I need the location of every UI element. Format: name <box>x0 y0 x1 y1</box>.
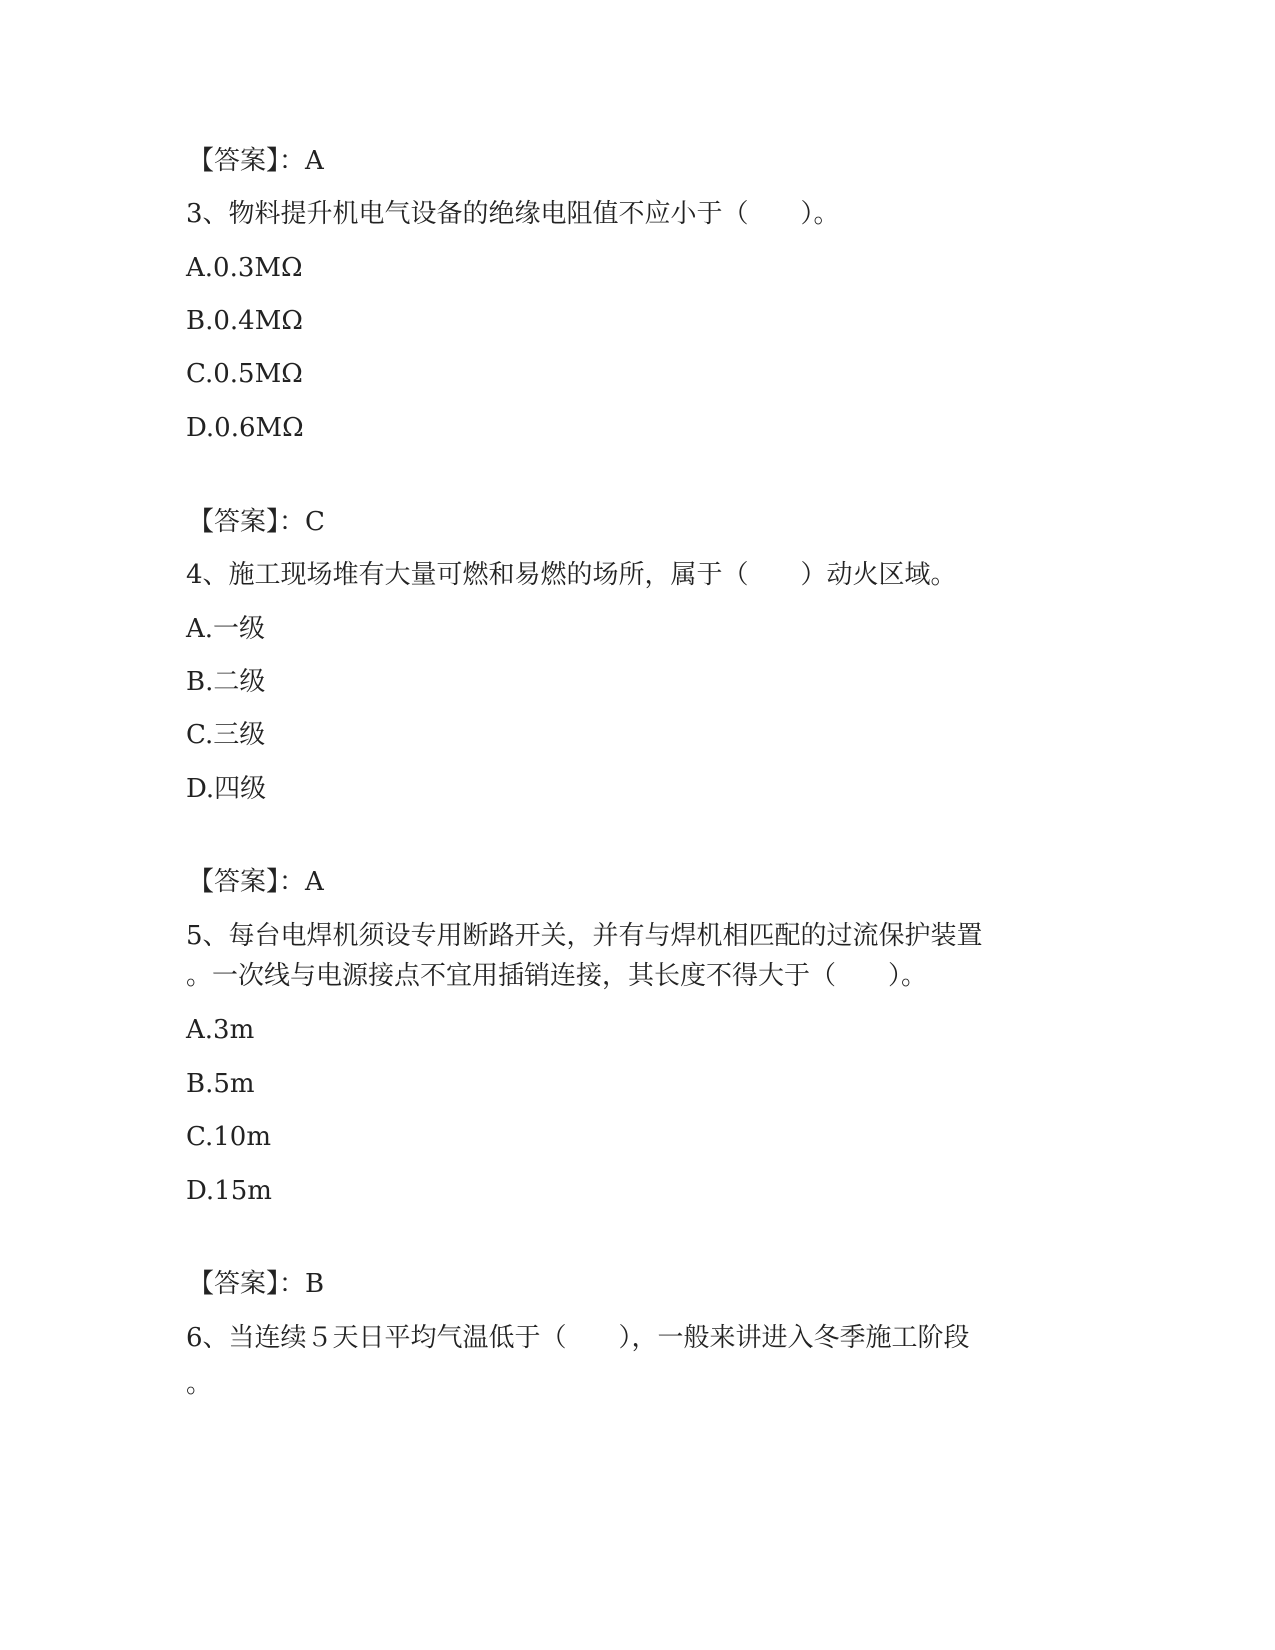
question-text-continued: 。 <box>186 1369 213 1399</box>
option-c: C.0.5MΩ <box>186 359 303 389</box>
option-b: B.0.4MΩ <box>186 306 303 336</box>
question-text: 6、当连续５天日平均气温低于（ ），一般来讲进入冬季施工阶段 <box>186 1323 970 1353</box>
option-b: B.5m <box>186 1069 255 1099</box>
option-b: B.二级 <box>186 667 266 697</box>
question-text: 5、每台电焊机须设专用断路开关，并有与焊机相匹配的过流保护装置 <box>186 921 983 951</box>
answer-line: 【答案】：A <box>188 867 324 897</box>
option-d: D.四级 <box>186 774 267 804</box>
question-text: 3、物料提升机电气设备的绝缘电阻值不应小于（ ）。 <box>186 199 840 229</box>
option-c: C.10m <box>186 1122 271 1152</box>
answer-line: 【答案】：C <box>188 507 325 537</box>
option-d: D.15m <box>186 1176 272 1206</box>
question-text: 4、施工现场堆有大量可燃和易燃的场所，属于（ ）动火区域。 <box>186 560 957 590</box>
option-c: C.三级 <box>186 720 266 750</box>
option-a: A.3m <box>186 1015 255 1045</box>
answer-line: 【答案】：A <box>188 146 324 176</box>
answer-line: 【答案】：B <box>188 1269 325 1299</box>
option-a: A.一级 <box>186 614 266 644</box>
option-a: A.0.3MΩ <box>186 253 303 283</box>
option-d: D.0.6MΩ <box>186 413 304 443</box>
question-text-continued: 。一次线与电源接点不宜用插销连接，其长度不得大于（ ）。 <box>186 961 928 991</box>
